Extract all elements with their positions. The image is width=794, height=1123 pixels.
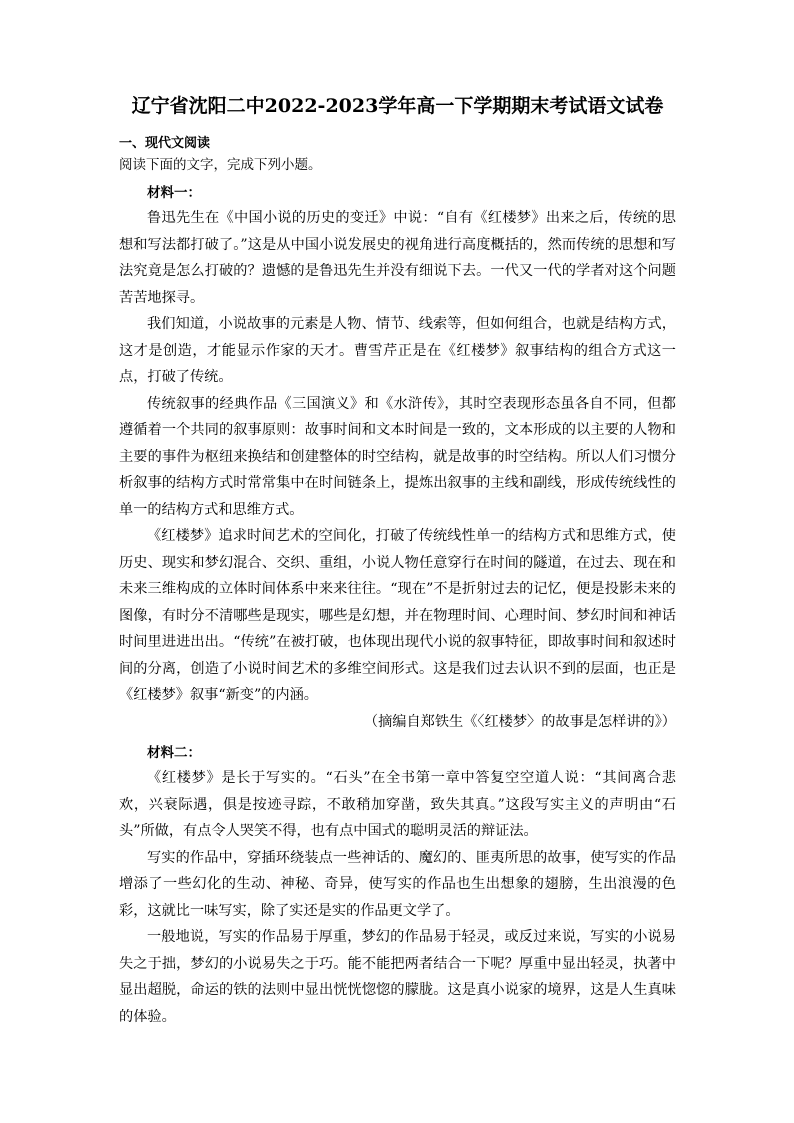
material-one-paragraph: 鲁迅先生在《中国小说的历史的变迁》中说：“自有《红楼梦》出来之后，传统的思想和写法都打破了。”这是从中国小说发展史的视角进行高度概括的，然而传统的思想和写法究竟是怎么打破的？遗憾的是鲁迅先生并没有细说下去。一代又一代的学者对这个问题苦苦地探寻。 [119,210,676,306]
material-one-paragraph: 《红楼梦》追求时间艺术的空间化，打破了传统线性单一的结构方式和思维方式，使历史、现实和梦幻混合、交织、重组，小说人物任意穿行在时间的隧道，在过去、现在和未来三维构成的立体时间体系中来来往往。“现在”不是折射过去的记忆，便是投影未来的图像，有时分不清哪些是现实，哪些是幻想，并在物理时间、心理时间、梦幻时间和神话时间里进进出出。“传统”在被打破，也体现出现代小说的叙事特征，即故事时间和叙述时间的分离，创造了小说时间艺术的多维空间形式。这是我们过去认识不到的层面，也正是《红楼梦》叙事“新变”的内涵。 [119,528,676,703]
material-two-paragraph: 一般地说，写实的作品易于厚重，梦幻的作品易于轻灵，或反过来说，写实的小说易失之于拙，梦幻的小说易失之于巧。能不能把两者结合一下呢？厚重中显出轻灵，执著中显出超脱，命运的铁的法则中显出恍恍惚惚的朦胧。这是真小说家的境界，这是人生真味的体验。 [119,929,676,1025]
material-two-paragraph: 《红楼梦》是长于写实的。“石头”在全书第一章中答复空空道人说：“其间离合悲欢，兴衰际遇，俱是按迹寻踪，不敢稍加穿凿，致失其真。”这段写实主义的声明由“石头”所做，有点令人哭笑不得，也有点中国式的聪明灵活的辩证法。 [119,770,676,839]
material-one-source: （摘编自郑铁生《〈红楼梦〉的故事是怎样讲的》） [363,713,676,730]
material-one-paragraph: 传统叙事的经典作品《三国演义》和《水浒传》，其时空表现形态虽各自不同，但都遵循着一个共同的叙事原则：故事时间和文本时间是一致的，文本形成的以主要的人物和主要的事件为枢纽来换结和创建整体的时空结构，就是故事的时空结构。所以人们习惯分析叙事的结构方式时常常集中在时间链条上，提炼出叙事的主线和副线，形成传统线性的单一的结构方式和思维方式。 [119,395,676,518]
section-heading: 一、现代文阅读 [119,136,211,151]
material-two-label: 材料二： [147,745,201,761]
material-one-label: 材料一： [147,185,201,201]
material-two-paragraph: 写实的作品中，穿插环绕装点一些神话的、魔幻的、匪夷所思的故事，使写实的作品增添了一些幻化的生动、神秘、奇异，使写实的作品也生出想象的翅膀，生出浪漫的色彩，这就比一味写实，除了实还是实的作品更文学了。 [119,849,676,919]
material-one-paragraph: 我们知道，小说故事的元素是人物、情节、线索等，但如何组合，也就是结构方式，这才是创造，才能显示作家的天才。曹雪芹正是在《红楼梦》叙事结构的组合方式这一点，打破了传统。 [119,316,676,385]
instruction-text: 阅读下面的文字，完成下列小题。 [119,157,322,173]
exam-title: 辽宁省沈阳二中2022-2023学年高一下学期期末考试语文试卷 [131,95,664,117]
